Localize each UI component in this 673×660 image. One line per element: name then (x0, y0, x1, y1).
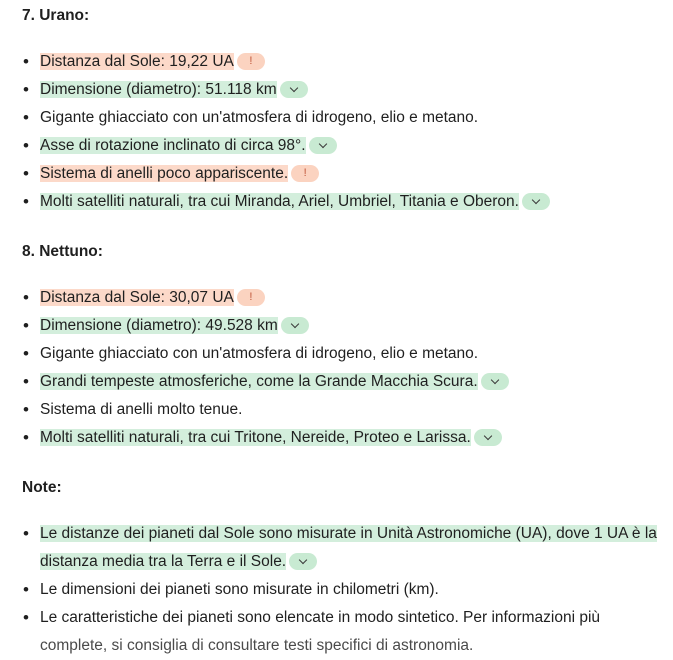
expand-chip[interactable] (280, 81, 308, 98)
list-item (22, 160, 662, 188)
expand-chip[interactable] (281, 317, 309, 334)
item-text: Gigante ghiacciato con un'atmosfera di idrogeno, elio e metano. (40, 109, 479, 126)
list-item (22, 312, 662, 340)
expand-chip[interactable] (474, 429, 502, 446)
warn-icon: ! (249, 55, 253, 68)
item-text[interactable]: Grandi tempeste atmosferiche, come la Grande Macchia Scura. (40, 373, 478, 390)
list-item (22, 132, 662, 160)
expand-chip[interactable] (289, 553, 317, 570)
item-text[interactable]: Le distanze dei pianeti dal Sole sono misurate in Unità Astronomiche (UA), dove 1 UA è la distanza media tra la Terra e il Sole. (40, 525, 657, 570)
chevron-down-icon (289, 83, 297, 91)
list-item (22, 188, 662, 216)
item-text: Sistema di anelli molto tenue. (40, 401, 243, 418)
item-text[interactable]: Asse di rotazione inclinato di circa 98°. (40, 137, 306, 154)
item-text[interactable]: Molti satelliti naturali, tra cui Miranda, Ariel, Umbriel, Titania e Oberon. (40, 193, 519, 210)
list-item (22, 284, 662, 312)
list-item (22, 340, 662, 368)
expand-chip[interactable] (481, 373, 509, 390)
section-title: 8. Nettuno: (22, 243, 103, 260)
section-title: Note: (22, 479, 62, 496)
item-text[interactable]: Sistema di anelli poco appariscente. (40, 165, 289, 182)
bullet-list (22, 48, 662, 216)
list-item (22, 520, 662, 576)
warn-icon: ! (249, 291, 253, 304)
chevron-down-icon (318, 139, 326, 147)
item-text[interactable]: Distanza dal Sole: 30,07 UA (40, 289, 234, 306)
chevron-down-icon (484, 431, 492, 439)
chevron-down-icon (490, 375, 498, 383)
bullet-list (22, 520, 662, 660)
list-item (22, 76, 662, 104)
item-text: Le dimensioni dei pianeti sono misurate in chilometri (km). (40, 581, 439, 598)
item-text[interactable]: Dimensione (diametro): 51.118 km (40, 81, 277, 98)
list-item (22, 104, 662, 132)
list-item (22, 396, 662, 424)
list-item (22, 368, 662, 396)
expand-chip[interactable] (309, 137, 337, 154)
expand-chip[interactable] (522, 193, 550, 210)
section-title: 7. Urano: (22, 7, 90, 24)
list-item (22, 48, 662, 76)
chevron-down-icon (299, 555, 307, 563)
warning-chip[interactable] (291, 165, 319, 182)
bullet-list (22, 284, 662, 452)
chevron-down-icon (291, 319, 299, 327)
warning-chip[interactable] (237, 53, 265, 70)
item-text: Gigante ghiacciato con un'atmosfera di idrogeno, elio e metano. (40, 345, 479, 362)
list-item (22, 576, 662, 604)
item-text: Le caratteristiche dei pianeti sono elencate in modo sintetico. Per informazioni più complete, si consiglia di consultare testi specifici di astronomia. (40, 609, 601, 654)
item-text[interactable]: Dimensione (diametro): 49.528 km (40, 317, 278, 334)
chevron-down-icon (532, 195, 540, 203)
item-text[interactable]: Distanza dal Sole: 19,22 UA (40, 53, 234, 70)
list-item (22, 424, 662, 452)
warning-chip[interactable] (237, 289, 265, 306)
warn-icon: ! (303, 167, 307, 180)
item-text[interactable]: Molti satelliti naturali, tra cui Tritone, Nereide, Proteo e Larissa. (40, 429, 471, 446)
